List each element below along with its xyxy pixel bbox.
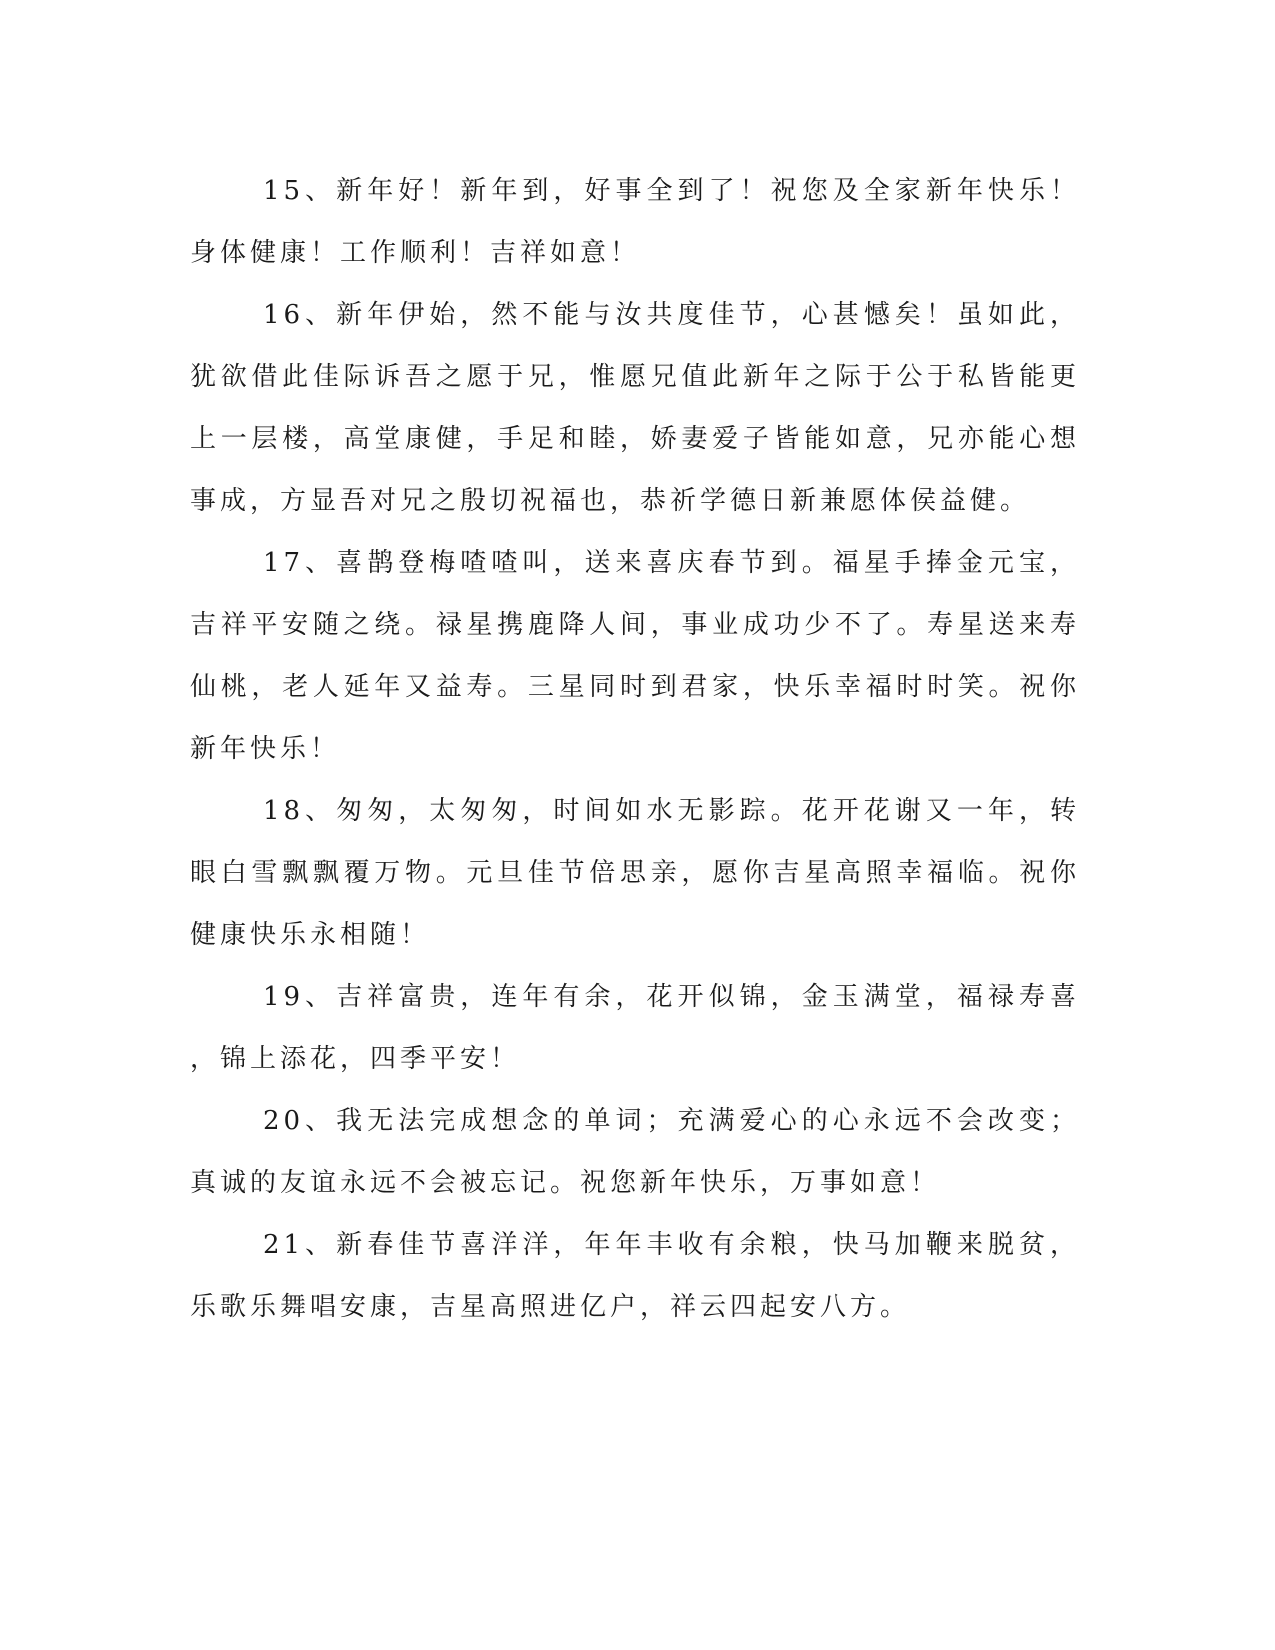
- paragraph-18: 18、匆匆，太匆匆，时间如水无影踪。花开花谢又一年，转眼白雪飘飘覆万物。元旦佳节倍思亲，愿你吉星高照幸福临。祝你健康快乐永相随！: [190, 796, 1080, 950]
- paragraph-19: 19、吉祥富贵，连年有余，花开似锦，金玉满堂，福禄寿喜，锦上添花，四季平安！: [190, 982, 1080, 1074]
- paragraph-17: 17、喜鹊登梅喳喳叫，送来喜庆春节到。福星手捧金元宝，吉祥平安随之绕。禄星携鹿降人间，事业成功少不了。寿星送来寿仙桃，老人延年又益寿。三星同时到君家，快乐幸福时时笑。祝你新年快乐！: [190, 548, 1080, 764]
- paragraph-20: 20、我无法完成想念的单词；充满爱心的心永远不会改变；真诚的友谊永远不会被忘记。祝您新年快乐，万事如意！: [190, 1106, 1080, 1198]
- paragraph-16: 16、新年伊始，然不能与汝共度佳节，心甚憾矣！虽如此，犹欲借此佳际诉吾之愿于兄，惟愿兄值此新年之际于公于私皆能更上一层楼，高堂康健，手足和睦，娇妻爱子皆能如意，兄亦能心想事成，方显吾对兄之殷切祝福也，恭祈学德日新兼愿体侯益健。: [190, 300, 1080, 516]
- paragraph-21: 21、新春佳节喜洋洋，年年丰收有余粮，快马加鞭来脱贫，乐歌乐舞唱安康，吉星高照进亿户，祥云四起安八方。: [190, 1230, 1080, 1322]
- paragraph-15: 15、新年好！新年到，好事全到了！祝您及全家新年快乐！身体健康！工作顺利！吉祥如意！: [190, 176, 1080, 268]
- document-body: [190, 160, 1080, 1338]
